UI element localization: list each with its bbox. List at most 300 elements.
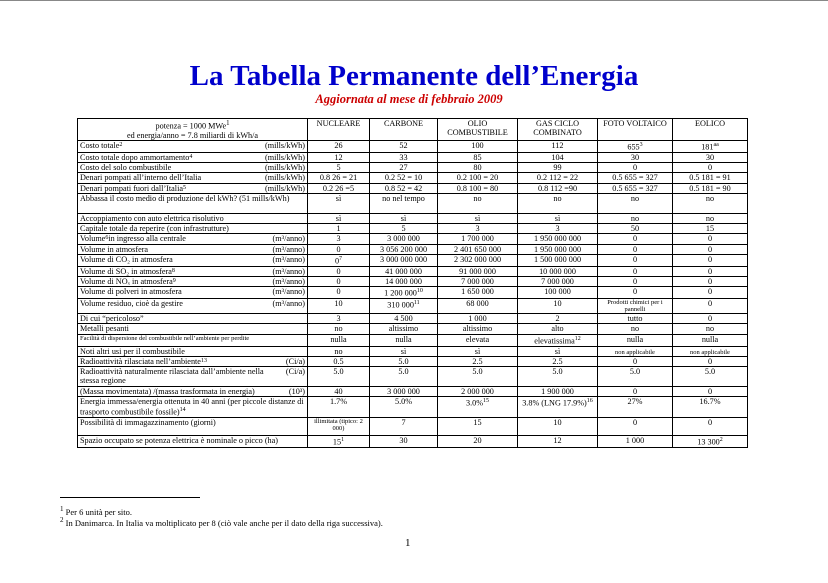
cell-footnote: 12 (574, 335, 581, 342)
row-unit: (m³/anno) (272, 234, 305, 244)
cell-value: 1 950 000 000 (533, 234, 582, 244)
row-label-text: Di cui “pericoloso” (80, 314, 144, 324)
cell-value: sì (554, 346, 561, 356)
cell-value: nulla (701, 334, 719, 344)
row-label-text: Volume di NOₓ in atmosfera (80, 276, 173, 286)
cell-value: 40 (334, 386, 343, 396)
cell-value: 0.8 100 = 80 (456, 183, 499, 193)
cell-value: 20 (473, 436, 482, 446)
row-label (78, 366, 308, 386)
cell-value: no (334, 346, 343, 356)
table-cell (438, 244, 518, 254)
table-cell (518, 436, 598, 448)
table-cell (598, 183, 673, 193)
row-label-footnote: 4 (189, 154, 193, 161)
table-row (78, 141, 748, 153)
cell-value: 26 (334, 141, 343, 151)
table-row (78, 244, 748, 254)
table-cell (598, 366, 673, 386)
row-label (78, 173, 308, 183)
cell-value: 0.5 181 = 91 (689, 173, 731, 183)
table-cell (673, 193, 748, 213)
table-cell (598, 386, 673, 396)
row-label (78, 418, 308, 436)
cell-footnote: 16 (586, 398, 593, 405)
table-cell (518, 183, 598, 193)
table-cell (518, 346, 598, 356)
row-label-text: Possibilità di immagazzinamento (giorni) (80, 418, 216, 428)
cell-value: 104 (551, 153, 564, 163)
table-cell (438, 183, 518, 193)
cell-value: 1 000 (468, 314, 487, 324)
table-cell (438, 287, 518, 299)
row-label (78, 153, 308, 163)
row-label (78, 397, 308, 418)
table-cell (370, 418, 438, 436)
row-label (78, 213, 308, 223)
cell-value: no (630, 324, 640, 334)
table-cell (673, 141, 748, 153)
cell-value: sì (400, 346, 407, 356)
table-cell (370, 244, 438, 254)
cell-value: sì (474, 346, 481, 356)
table-cell (370, 356, 438, 366)
cell-value: 1 (336, 224, 341, 234)
row-unit: (10³) (288, 386, 305, 396)
row-label (78, 193, 308, 213)
cell-value: elevata (465, 334, 490, 344)
row-label-footnote: 8 (171, 267, 175, 274)
table-cell (438, 276, 518, 286)
table-cell (438, 314, 518, 324)
table-row (78, 193, 748, 213)
row-label (78, 183, 308, 193)
table-cell (598, 287, 673, 299)
table-row (78, 418, 748, 436)
column-header-gas: GAS CICLO COMBINATO (518, 119, 598, 141)
row-label-text: Capitale totale da reperire (con infrastrutture) (80, 224, 229, 234)
cell-value: 0 (707, 234, 713, 244)
table-cell (370, 193, 438, 213)
table-cell (370, 276, 438, 286)
table-cell (518, 266, 598, 276)
table-cell (598, 436, 673, 448)
table-row (78, 276, 748, 286)
cell-value: no (553, 193, 562, 203)
table-row (78, 298, 748, 313)
table-cell (308, 213, 370, 223)
cell-footnote: aa (713, 142, 719, 149)
table-cell (598, 173, 673, 183)
cell-value: 41 000 000 (385, 266, 422, 276)
cell-value: 1.7% (329, 397, 348, 407)
table-cell (438, 224, 518, 234)
table-row (78, 213, 748, 223)
cell-value: 27 (399, 163, 408, 173)
cell-value: 0 (707, 163, 713, 173)
energy-table (77, 118, 748, 448)
top-border (0, 0, 828, 1)
table-cell (308, 254, 370, 266)
cell-value: alto (551, 324, 564, 334)
table-cell (598, 314, 673, 324)
table-cell (438, 356, 518, 366)
table-cell (308, 234, 370, 244)
footnote-2: $^2$ In Danimarca. In Italia va moltiplicato per 8 (ciò vale anche per il dato della riga successiva). (60, 516, 383, 528)
table-cell (438, 298, 518, 313)
cell-value: 5 (401, 224, 406, 234)
page-subtitle: Aggiornata al mese di febbraio 2009 (315, 92, 503, 106)
cell-value: 3 (336, 234, 341, 244)
cell-value: nulla (395, 334, 412, 344)
cell-value: 30 (630, 153, 640, 163)
cell-value: 5.0 (629, 366, 641, 376)
cell-value: 0.5 655 = 327 (612, 173, 658, 183)
table-cell (370, 397, 438, 418)
table-cell (518, 173, 598, 183)
table-cell (308, 356, 370, 366)
cell-value: 15 (705, 224, 715, 234)
row-label-text: Costo totale dopo ammortamento (80, 153, 190, 163)
table-cell (438, 386, 518, 396)
table-row (78, 224, 748, 234)
table-cell (518, 224, 598, 234)
cell-value: 1 650 000 (461, 287, 494, 297)
cell-value: 5.0 (552, 366, 563, 376)
cell-value: 4 500 (394, 314, 413, 324)
row-label (78, 334, 308, 346)
cell-value: 0 (707, 287, 713, 297)
table-cell (438, 234, 518, 244)
cell-value: no (705, 193, 715, 203)
row-label-text: Energia immessa/energia ottenuta in 40 anni (per piccole distanze di trasporto combustibile fossile) (80, 397, 304, 418)
table-cell (438, 153, 518, 163)
row-label-footnote: 6 (105, 235, 109, 242)
row-label (78, 254, 308, 266)
row-label (78, 224, 308, 234)
table-cell (438, 334, 518, 346)
row-label (78, 314, 308, 324)
table-row (78, 386, 748, 396)
table-row (78, 436, 748, 448)
column-header-nucleare: NUCLEARE (308, 119, 370, 141)
table-cell (370, 386, 438, 396)
cell-footnote: 10 (416, 288, 423, 295)
table-cell (308, 314, 370, 324)
table-cell (518, 244, 598, 254)
table-cell (598, 298, 673, 313)
table-cell (673, 334, 748, 346)
cell-footnote: 11 (413, 299, 420, 306)
table-cell (518, 334, 598, 346)
table-row (78, 163, 748, 173)
row-label-text: Abbassa il costo medio di produzione del kWh? (51 mills/kWh) (80, 193, 290, 203)
column-header-olio: OLIO COMBUSTIBILE (438, 119, 518, 141)
cell-value: 0 (632, 266, 638, 276)
cell-value: 2 302 000 000 (453, 254, 502, 264)
table-cell (673, 234, 748, 244)
cell-value: altissimo (388, 324, 419, 334)
table-row (78, 183, 748, 193)
cell-value: 3 000 000 (387, 234, 420, 244)
cell-value: 0 (707, 276, 713, 286)
row-label-text: Noti altri usi per il combustibile (80, 346, 185, 356)
row-label (78, 287, 308, 299)
cell-value: no (705, 213, 715, 223)
cell-value: 310 000 (387, 300, 414, 310)
row-label (78, 436, 308, 448)
table-cell (308, 173, 370, 183)
row-unit: (mills/kWh) (264, 163, 305, 173)
cell-value: 5 (336, 163, 341, 173)
table-cell (598, 418, 673, 436)
cell-value: 0 (336, 276, 341, 286)
row-label (78, 141, 308, 153)
table-cell (673, 224, 748, 234)
row-label (78, 234, 308, 244)
cell-value: 1 000 (625, 436, 645, 446)
table-cell (598, 193, 673, 213)
table-cell (370, 287, 438, 299)
row-label-text: Metalli pesanti (80, 324, 129, 334)
row-unit: (m³/anno) (272, 276, 305, 286)
table-cell (673, 346, 748, 356)
cell-value: 0.5 181 = 90 (689, 183, 731, 193)
cell-value: 0.8 112 =90 (537, 183, 578, 193)
cell-value: no (630, 213, 640, 223)
table-cell (598, 324, 673, 334)
cell-value: 2 401 650 000 (453, 244, 502, 254)
row-label (78, 386, 308, 396)
row-label-footnote: 14 (179, 407, 186, 414)
table-row (78, 334, 748, 346)
cell-value: 0 (707, 298, 713, 308)
row-unit: (mills/kWh) (264, 173, 305, 183)
cell-value: 0.2 26 =5 (322, 183, 355, 193)
table-cell (518, 276, 598, 286)
table-cell (518, 213, 598, 223)
cell-footnote: 3 (639, 142, 643, 149)
table-cell (518, 193, 598, 213)
cell-value: 655 (627, 142, 640, 152)
table-cell (370, 366, 438, 386)
cell-value: 10 (553, 298, 562, 308)
table-cell (438, 346, 518, 356)
row-unit: (m³/anno) (272, 244, 305, 254)
table-cell (673, 324, 748, 334)
cell-value: 3 (555, 224, 560, 234)
table-cell (598, 234, 673, 244)
cell-value: 3 (475, 224, 480, 234)
cell-value: 5.0 (398, 366, 409, 376)
column-header-carbone: CARBONE (370, 119, 438, 141)
table-cell (308, 436, 370, 448)
cell-value: 0 (632, 418, 638, 428)
table-cell (673, 163, 748, 173)
cell-value: 0 (334, 256, 340, 266)
cell-value: sì (335, 213, 342, 223)
cell-value: 0 (632, 234, 638, 244)
row-label-text: Costo del solo combustibile (80, 163, 172, 173)
table-cell (518, 324, 598, 334)
table-row (78, 324, 748, 334)
cell-value: 2.5 (552, 356, 563, 366)
table-cell (438, 324, 518, 334)
cell-value: 12 (334, 153, 343, 163)
row-unit: (m³/anno) (272, 298, 305, 308)
table-cell (308, 386, 370, 396)
cell-value: 1 900 000 (541, 386, 574, 396)
table-cell (370, 266, 438, 276)
table-cell (673, 183, 748, 193)
table-cell (598, 213, 673, 223)
table-row (78, 287, 748, 299)
cell-value: 3 000 000 000 (379, 254, 428, 264)
cell-value: sì (400, 213, 407, 223)
cell-value: 0.2 100 = 20 (456, 173, 499, 183)
cell-value: 0.2 112 = 22 (536, 173, 579, 183)
row-label-text: Spazio occupato se potenza elettrica è nominale o picco (ha) (80, 436, 279, 446)
cell-value: 1 950 000 000 (533, 244, 582, 254)
cell-value: 14 000 000 (385, 276, 422, 286)
table-cell (370, 254, 438, 266)
row-label (78, 163, 308, 173)
cell-value: 30 (705, 153, 715, 163)
footnote-1: $^1$ Per 6 unità per sito. (60, 505, 133, 517)
cell-value: 10 (553, 418, 562, 428)
table-cell (438, 173, 518, 183)
cell-value: 15 (473, 418, 482, 428)
row-label-footnote: 9 (172, 277, 176, 284)
header-corner: potenza = 1000 MWe$^1$ ed energia/anno = 7.8 miliardi di kWh/a (78, 119, 308, 141)
cell-value: elevatissima (534, 336, 575, 346)
cell-value: Prodotti chimici per i pannelli (607, 298, 663, 313)
column-header-eolico: EOLICO (673, 119, 748, 141)
table-cell (308, 334, 370, 346)
cell-value: 3 056 200 000 (379, 244, 428, 254)
cell-footnote: 2 (719, 437, 723, 444)
table-cell (673, 287, 748, 299)
row-label-text: Volume di polveri in atmosfera (80, 287, 182, 297)
row-label-text: Accoppiamento con auto elettrica risolutivo (80, 213, 224, 223)
row-label-text: Denari pompati fuori dall’Italia (80, 183, 183, 193)
table-cell (308, 397, 370, 418)
cell-value: 85 (473, 153, 482, 163)
table-cell (598, 334, 673, 346)
cell-value: 3 (336, 314, 341, 324)
cell-value: 0 (632, 163, 638, 173)
cell-value: 91 000 000 (459, 266, 496, 276)
table-cell (673, 418, 748, 436)
cell-value: 0 (632, 287, 638, 297)
row-unit: (m³/anno) (272, 254, 305, 264)
table-cell (438, 366, 518, 386)
cell-value: 80 (473, 163, 482, 173)
table-cell (518, 418, 598, 436)
cell-value: 5.0 (472, 366, 483, 376)
cell-value: 0 (707, 266, 713, 276)
row-unit: (Ci/a) (285, 356, 305, 366)
table-row (78, 266, 748, 276)
cell-value: 3 000 000 (387, 386, 420, 396)
table-cell (598, 397, 673, 418)
table-cell (308, 346, 370, 356)
page-number: 1 (405, 537, 411, 549)
table-cell (673, 366, 748, 386)
row-unit: (mills/kWh) (264, 183, 305, 193)
cell-value: 15 (332, 438, 342, 448)
row-label (78, 346, 308, 356)
table-cell (518, 298, 598, 313)
table-cell (308, 193, 370, 213)
table-cell (308, 298, 370, 313)
table-cell (370, 324, 438, 334)
table-cell (370, 141, 438, 153)
cell-value: no (705, 324, 715, 334)
cell-value: sì (335, 193, 342, 203)
table-cell (598, 141, 673, 153)
table-cell (673, 266, 748, 276)
cell-value: 3.0% (465, 398, 484, 408)
table-cell (673, 244, 748, 254)
cell-value: 33 (399, 153, 408, 163)
table-cell (438, 141, 518, 153)
row-label (78, 356, 308, 366)
row-unit: (mills/kWh) (264, 153, 305, 163)
table-cell (308, 266, 370, 276)
table-cell (598, 224, 673, 234)
row-unit: (Ci/a) (285, 366, 305, 376)
cell-value: 5.0% (394, 397, 413, 407)
table-cell (518, 397, 598, 418)
table-cell (370, 153, 438, 163)
table-cell (673, 276, 748, 286)
table-cell (308, 244, 370, 254)
table-cell (518, 141, 598, 153)
table-cell (308, 163, 370, 173)
table-cell (518, 366, 598, 386)
cell-value: 0.8 26 = 21 (319, 173, 358, 183)
cell-value: non applicabile (690, 348, 730, 356)
cell-value: 5.0 (398, 356, 409, 366)
table-cell (370, 346, 438, 356)
cell-value: 0 (707, 386, 713, 396)
cell-value: 27% (627, 397, 643, 407)
table-row (78, 254, 748, 266)
table-cell (518, 287, 598, 299)
cell-value: 1 700 000 (461, 234, 494, 244)
row-label-text: Volume in atmosfera (80, 244, 149, 254)
table-cell (308, 141, 370, 153)
cell-value: nulla (626, 334, 644, 344)
cell-value: 5.0 (333, 366, 344, 376)
table-cell (438, 397, 518, 418)
table-cell (598, 356, 673, 366)
table-row (78, 234, 748, 244)
row-label-text: Radioattività rilasciata nell’ambiente (80, 356, 201, 366)
row-label-text: Volume di SO₂ in atmosfera (80, 266, 172, 276)
cell-value: 0 (632, 356, 638, 366)
cell-value: 0 (707, 254, 713, 264)
table-cell (598, 346, 673, 356)
row-label-text: Volume (80, 234, 106, 244)
cell-value: non applicabile (615, 348, 655, 356)
cell-value: 0 (632, 276, 638, 286)
cell-value: 99 (553, 163, 562, 173)
page-title: La Tabella Permanente dell’Energia (189, 60, 639, 92)
table-cell (518, 314, 598, 324)
table-cell (370, 213, 438, 223)
